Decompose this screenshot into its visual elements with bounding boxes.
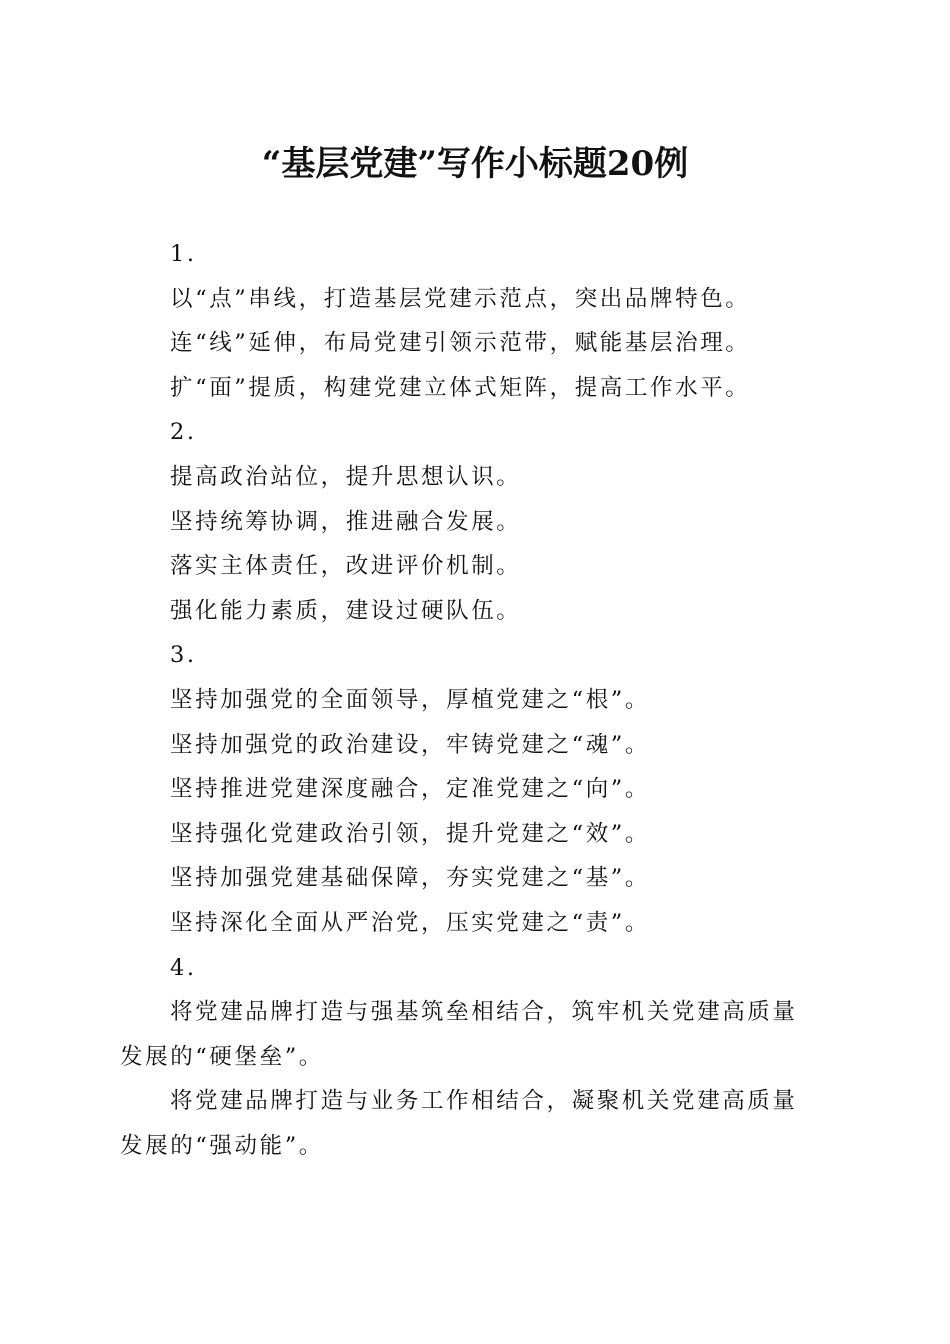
section-number: 4. [170, 954, 197, 981]
paragraph-line: 发展的“强动能”。 [120, 1132, 324, 1159]
paragraph [120, 1079, 830, 1168]
list-item: 坚持统筹协调，推进融合发展。 [170, 508, 522, 535]
section-2 [120, 410, 830, 633]
list-item: 坚持深化全面从严治党，压实党建之“责”。 [170, 909, 651, 936]
list-item: 坚持强化党建政治引领，提升党建之“效”。 [170, 820, 651, 847]
paragraph-line: 发展的“硬堡垒”。 [120, 1043, 324, 1070]
list-item: 落实主体责任，改进评价机制。 [170, 553, 522, 580]
list-item: 坚持加强党的政治建设，牢铸党建之“魂”。 [170, 731, 651, 758]
list-item: 以“点”串线，打造基层党建示范点，突出品牌特色。 [170, 285, 751, 312]
list-item: 提高政治站位，提升思想认识。 [170, 463, 522, 490]
list-item: 坚持推进党建深度融合，定准党建之“向”。 [170, 776, 651, 803]
list-item: 强化能力素质，建设过硬队伍。 [170, 597, 522, 624]
list-item: 扩“面”提质，构建党建立体式矩阵，提高工作水平。 [170, 374, 751, 401]
section-1 [120, 232, 830, 410]
document-title: “基层党建”写作小标题20例 [261, 144, 689, 184]
paragraph-line: 将党建品牌打造与强基筑垒相结合，筑牢机关党建高质量 [170, 999, 798, 1026]
paragraph [120, 990, 830, 1079]
section-4 [120, 946, 830, 1169]
paragraph-line: 将党建品牌打造与业务工作相结合，凝聚机关党建高质量 [170, 1088, 798, 1115]
section-number: 3. [170, 642, 197, 669]
section-number: 1. [170, 241, 197, 267]
list-item: 连“线”延伸，布局党建引领示范带，赋能基层治理。 [170, 330, 751, 357]
document-body [120, 232, 830, 1168]
list-item: 坚持加强党建基础保障，夯实党建之“基”。 [170, 865, 651, 892]
list-item: 坚持加强党的全面领导，厚植党建之“根”。 [170, 686, 651, 713]
section-number: 2. [170, 419, 197, 446]
section-3 [120, 633, 830, 945]
